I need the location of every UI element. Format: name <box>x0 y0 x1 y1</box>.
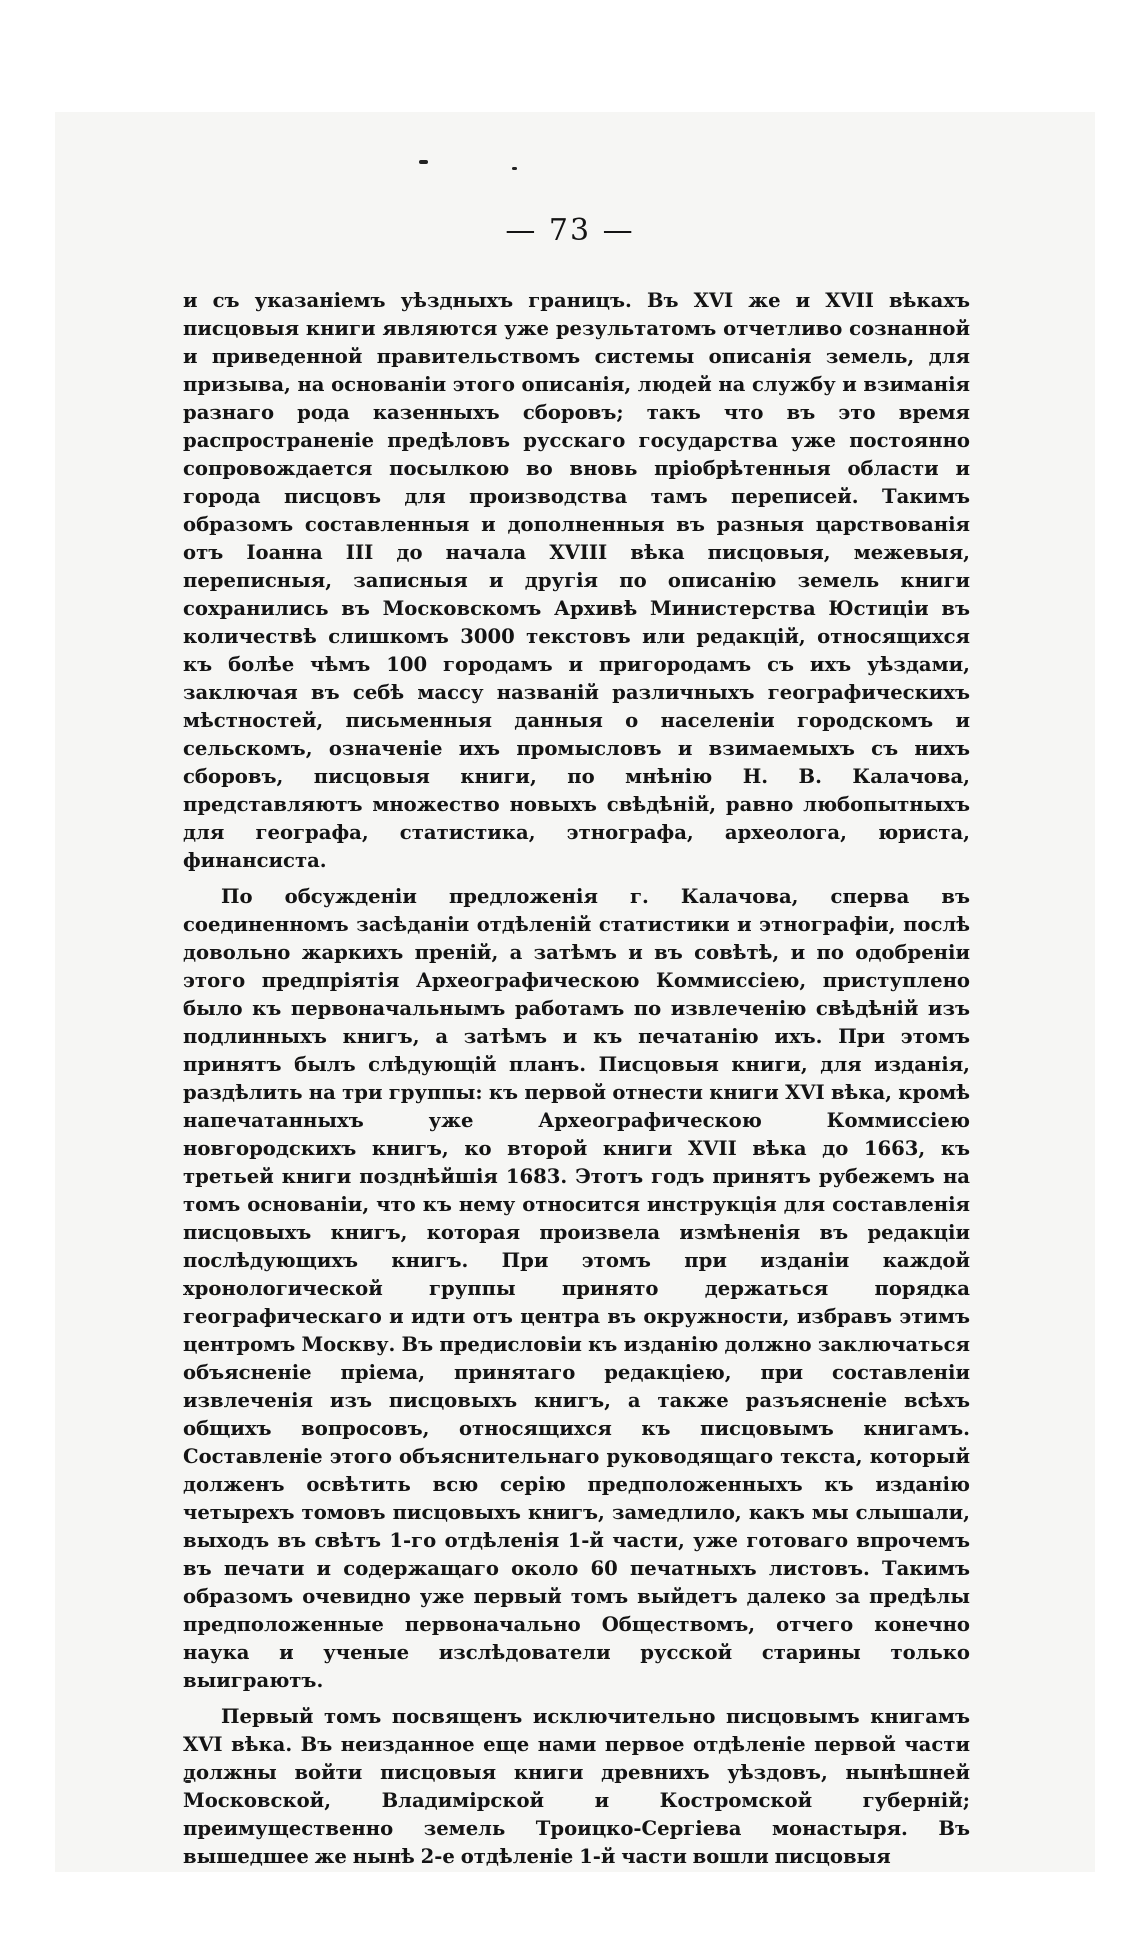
page-number: — 73 — <box>505 213 635 248</box>
body-text <box>183 287 970 1871</box>
scan-speck <box>419 160 428 164</box>
paragraph-3: Первый томъ посвященъ исключительно писцовымъ книгамъ XVI вѣка. Въ неизданное еще нами первое отдѣленіе первой части должны войти писцовыя книги древнихъ уѣздовъ, нынѣшней Московской, Владимірской и Костромской губерній; преимущественно земель Троицко-Сергіева монастыря. Въ вышедшее же нынѣ 2-е отдѣленіе 1-й части вошли писцовыя <box>183 1705 970 1868</box>
scan-speck <box>512 167 517 170</box>
paragraph-2: По обсужденіи предложенія г. Калачова, сперва въ соединенномъ засѣданіи отдѣленій статистики и этнографіи, послѣ довольно жаркихъ преній, а затѣмъ и въ совѣтѣ, и по одобреніи этого предпріятія Археографическою Коммиссіею, приступлено было къ первоначальнымъ работамъ по извлеченію свѣдѣній изъ подлинныхъ книгъ, а затѣмъ и къ печатанію ихъ. При этомъ принятъ былъ слѣдующій планъ. Писцовыя книги, для изданія, раздѣлить на три группы: къ первой отнести книги XVI вѣка, кромѣ напечатанныхъ уже Археографическою Коммиссіею новгородскихъ книгъ, ко второй книги XVII вѣка до 1663, къ третьей книги позднѣйшія 1683. Этотъ годъ принятъ рубежемъ на томъ основаніи, что къ нему относится инструкція для составленія писцовыхъ книгъ, которая произвела измѣненія въ редакціи послѣдующихъ книгъ. При этомъ при изданіи каждой хронологической группы принято держаться порядка географическаго и идти отъ центра въ окружности, избравъ этимъ центромъ Москву. Въ предисловіи къ изданію должно заключаться объясненіе пріема, принятаго редакціею, при составленіи извлеченія изъ писцовыхъ книгъ, а также разъясненіе всѣхъ общихъ вопросовъ, относящихся къ писцовымъ книгамъ. Составленіе этого объяснительнаго руководящаго текста, который долженъ освѣтить всю серію предположенныхъ къ изданію четырехъ томовъ писцовыхъ книгъ, замедлило, какъ мы слышали, выходъ въ свѣтъ 1-го отдѣленія 1-й части, уже готоваго впрочемъ въ печати и содержащаго около 60 печатныхъ листовъ. Такимъ образомъ очевидно уже первый томъ выйдетъ далеко за предѣлы предположенные первоначально Обществомъ, отчего конечно наука и ученые изслѣдователи русской старины только выиграютъ. <box>183 885 970 1692</box>
paragraph-1: и съ указаніемъ уѣздныхъ границъ. Въ XVI же и XVII вѣкахъ писцовыя книги являются уже результатомъ отчетливо сознанной и приведенной правительствомъ системы описанія земель, для призыва, на основаніи этого описанія, людей на службу и взиманія разнаго рода казенныхъ сборовъ; такъ что въ это время распространеніе предѣловъ русскаго государства уже постоянно сопровождается посылкою во вновь пріобрѣтенныя области и города писцовъ для производства тамъ переписей. Такимъ образомъ составленныя и дополненныя въ разныя царствованія отъ Іоанна III до начала XVIII вѣка писцовыя, межевыя, переписныя, записныя и другія по описанію земель книги сохранились въ Московскомъ Архивѣ Министерства Юстиціи въ количествѣ слишкомъ 3000 текстовъ или редакцій, относящихся къ болѣе чѣмъ 100 городамъ и пригородамъ съ ихъ уѣздами, заключая въ себѣ массу названій различныхъ географическихъ мѣстностей, письменныя данныя о населеніи городскомъ и сельскомъ, означеніе ихъ промысловъ и взимаемыхъ съ нихъ сборовъ, писцовыя книги, по мнѣнію Н. В. Калачова, представляютъ множество новыхъ свѣдѣній, равно любопытныхъ для географа, статистика, этнографа, археолога, юриста, финансиста. <box>183 289 970 872</box>
